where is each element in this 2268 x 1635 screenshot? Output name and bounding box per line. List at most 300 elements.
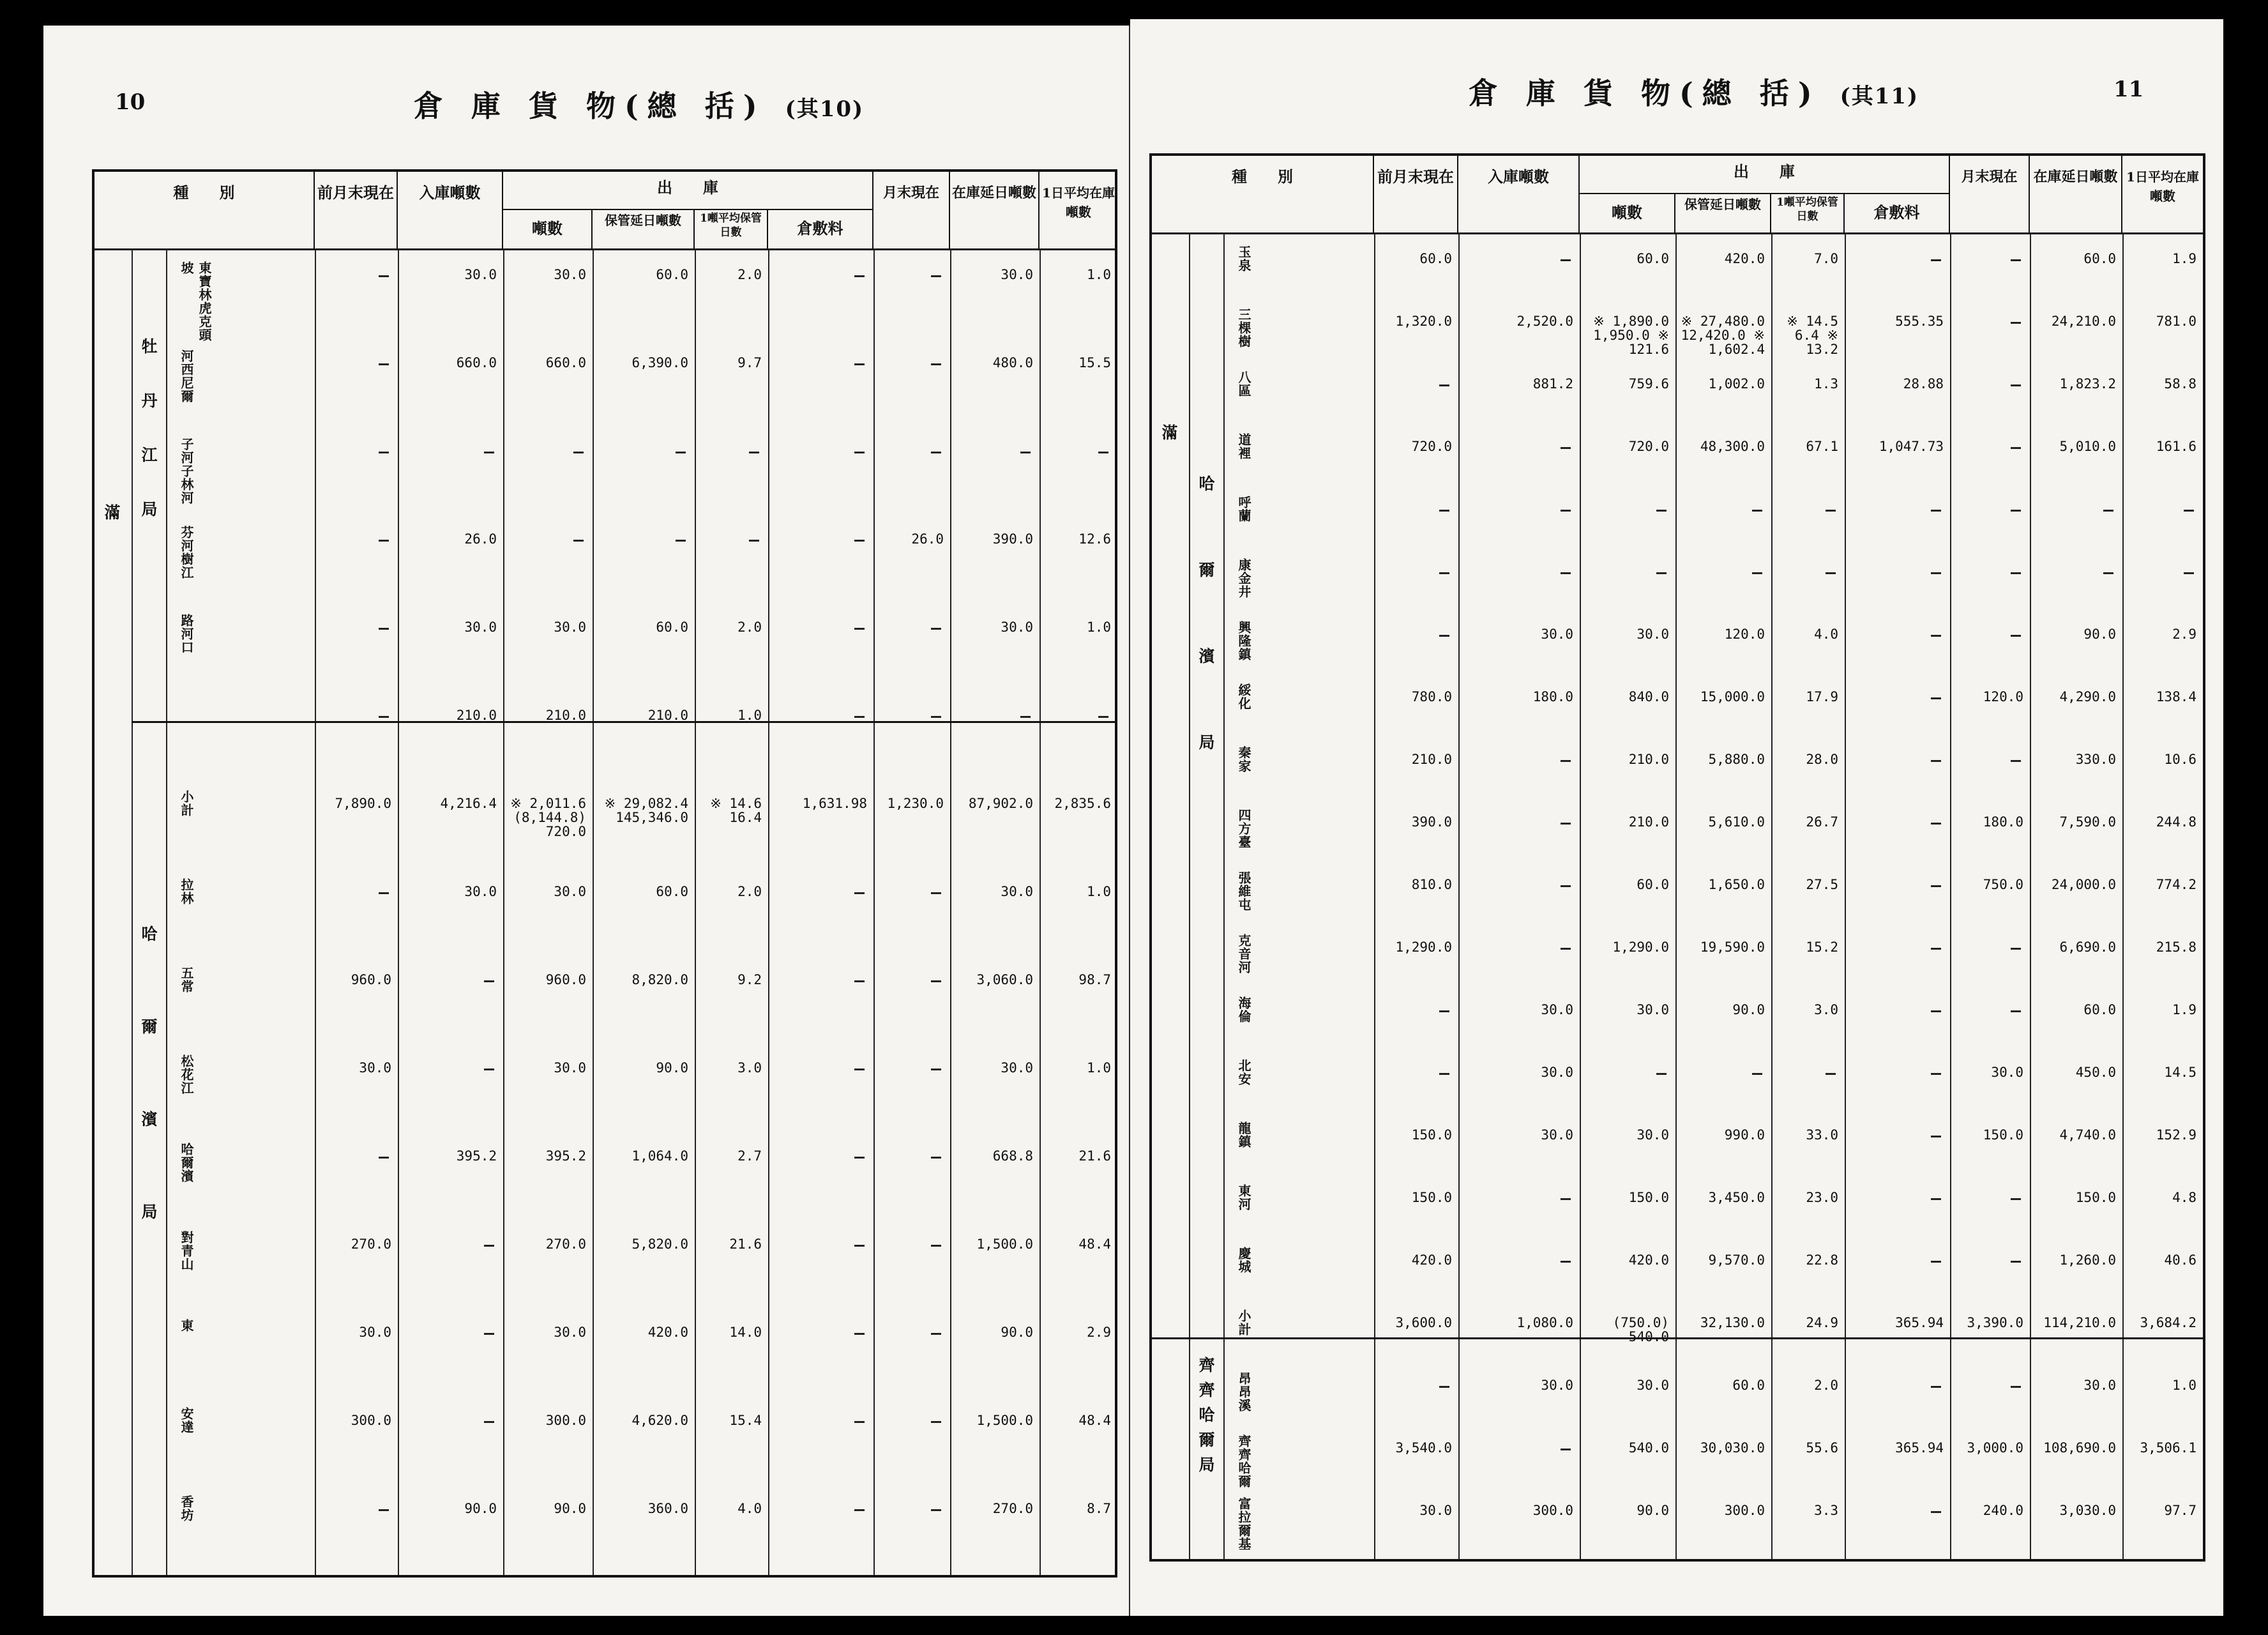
empty-dash [1752, 1073, 1762, 1075]
station-name: 克音河 [1236, 934, 1251, 974]
header-out-storage-days: 保管延日噸數 [593, 210, 695, 248]
empty-dash [854, 1157, 865, 1159]
cell-out: 300.0 [545, 1413, 586, 1428]
cell-avg: 55.6 [1806, 1440, 1838, 1456]
empty-dash [2011, 510, 2021, 512]
cell-daily: 1.0 [1087, 267, 1111, 282]
cell-out: 30.0 [554, 884, 586, 899]
cell-daily: 152.9 [2156, 1127, 2196, 1143]
header-incoming: 入庫噸數 [398, 172, 503, 248]
cell-stock: 390.0 [992, 531, 1033, 547]
col-divider [2030, 232, 2031, 1559]
cell-days: 30,030.0 [1700, 1440, 1765, 1456]
cell-out: 840.0 [1628, 689, 1669, 704]
cell-in: 30.0 [1541, 1002, 1573, 1017]
cell-stock: 270.0 [992, 1501, 1033, 1516]
cell-days: 1,064.0 [631, 1148, 688, 1164]
empty-dash [1931, 510, 1941, 512]
station-name: 五常 [179, 966, 194, 993]
station-name: 張維屯 [1236, 871, 1251, 911]
cell-end: 26.0 [911, 531, 944, 547]
empty-dash [1931, 697, 1941, 699]
cell-daily: 58.8 [2164, 376, 2196, 392]
cell-days: 300.0 [1724, 1503, 1765, 1518]
cell-days: 8,820.0 [631, 972, 688, 987]
header-daily-avg: 1日平均在庫噸數 [2126, 169, 2199, 204]
title-text: 倉 庫 貨 物(總 括) [414, 89, 766, 123]
cell-daily: 215.8 [2156, 939, 2196, 955]
cell-daily: 40.6 [2164, 1252, 2196, 1268]
header-month-end: 月末現在 [873, 172, 950, 248]
col-divider [695, 248, 696, 1575]
station-name: 松花江 [179, 1054, 194, 1095]
empty-dash [379, 892, 389, 894]
station-name: 小計 [1236, 1309, 1251, 1336]
cell-days: 15,000.0 [1700, 689, 1765, 704]
header-out-tons: 噸數 [503, 210, 593, 248]
header-category: 種 別 [94, 172, 315, 248]
empty-dash [1561, 259, 1571, 261]
cell-out: 420.0 [1628, 1252, 1669, 1268]
cell-stock: 1,500.0 [976, 1236, 1033, 1252]
col-divider [1223, 232, 1225, 1559]
cell-stock: 450.0 [2075, 1065, 2116, 1080]
cell-in: 30.0 [1541, 1127, 1573, 1143]
cell-avg: 1.3 [1814, 376, 1838, 392]
empty-dash [2011, 447, 2021, 449]
cell-stock: 3,060.0 [976, 972, 1033, 987]
station-name: 拉林 [179, 878, 194, 905]
cell-stock: 24,000.0 [2051, 877, 2116, 892]
empty-dash [379, 540, 389, 542]
cell-end: 240.0 [1983, 1503, 2023, 1518]
empty-dash [931, 1068, 941, 1070]
cell-prev: 30.0 [359, 1325, 391, 1340]
col-divider [1189, 232, 1190, 1559]
cell-end: 3,390.0 [1967, 1315, 2023, 1330]
cell-prev: 60.0 [1419, 251, 1452, 266]
empty-dash [1752, 510, 1762, 512]
cell-stock: 60.0 [2083, 251, 2116, 266]
cell-end: 750.0 [1983, 877, 2023, 892]
cell-days: 60.0 [1732, 1378, 1765, 1393]
empty-dash [1020, 716, 1031, 718]
empty-dash [1439, 510, 1449, 512]
cell-fee: 365.94 [1895, 1315, 1944, 1330]
cell-prev: 270.0 [351, 1236, 391, 1252]
cell-avg: 9.7 [737, 355, 762, 370]
empty-dash [1561, 1261, 1571, 1263]
empty-dash [2011, 635, 2021, 637]
cell-avg: 17.9 [1806, 689, 1838, 704]
empty-dash [854, 1068, 865, 1070]
empty-dash [854, 275, 865, 277]
cell-daily: 8.7 [1087, 1501, 1111, 1516]
empty-dash [1931, 1198, 1941, 1200]
empty-dash [2011, 948, 2021, 950]
empty-dash [931, 275, 941, 277]
empty-dash [1931, 635, 1941, 637]
cell-prev: 3,540.0 [1395, 1440, 1452, 1456]
col-divider [768, 248, 769, 1575]
cell-avg: 2.0 [737, 267, 762, 282]
cell-days: 420.0 [647, 1325, 688, 1340]
cell-fee: 1,047.73 [1879, 439, 1944, 454]
empty-dash [931, 716, 941, 718]
station-name: 富拉爾基 [1236, 1497, 1251, 1551]
cell-prev: 810.0 [1411, 877, 1452, 892]
station-name: 慶城 [1236, 1247, 1251, 1274]
page-number: 10 [115, 89, 146, 115]
empty-dash [931, 452, 941, 453]
empty-dash [484, 1333, 494, 1335]
cell-out: 395.2 [545, 1148, 586, 1164]
empty-dash [1931, 572, 1941, 574]
cell-avg: 22.8 [1806, 1252, 1838, 1268]
empty-dash [1561, 572, 1571, 574]
cell-end: 3,000.0 [1967, 1440, 2023, 1456]
col-divider [1040, 248, 1041, 1575]
cell-days: 6,390.0 [631, 355, 688, 370]
cell-stock: 114,210.0 [2043, 1315, 2116, 1330]
cell-avg: 3.3 [1814, 1503, 1838, 1518]
empty-dash [1439, 1073, 1449, 1075]
cell-stock: 30.0 [1001, 267, 1033, 282]
cell-out: 150.0 [1628, 1190, 1669, 1205]
cell-days: 90.0 [656, 1060, 688, 1076]
cargo-table [1149, 153, 2205, 1562]
page-title [1469, 70, 1919, 112]
cell-in: 210.0 [456, 708, 497, 723]
cell-out: 60.0 [1637, 251, 1669, 266]
header-month-end: 月末現在 [1950, 156, 2030, 232]
cell-avg: 33.0 [1806, 1127, 1838, 1143]
station-name: 東寶林虎克頭坡 [179, 261, 212, 342]
cell-daily: 97.7 [2164, 1503, 2196, 1518]
station-name: 齊齊哈爾 [1236, 1434, 1251, 1488]
station-name: 河西尼爾 [179, 349, 194, 403]
cell-prev: 1,320.0 [1395, 314, 1452, 329]
empty-dash [1098, 452, 1108, 453]
station-name: 呼蘭 [1236, 496, 1251, 522]
station-name: 小計 [179, 790, 194, 817]
empty-dash [573, 540, 584, 542]
cell-days: 360.0 [647, 1501, 688, 1516]
header-fee: 倉敷料 [1845, 194, 1950, 232]
empty-dash [1561, 885, 1571, 887]
empty-dash [931, 1333, 941, 1335]
cell-days: 60.0 [656, 884, 688, 899]
station-name: 秦家 [1236, 746, 1251, 773]
empty-dash [1826, 1073, 1836, 1075]
cell-out: 210.0 [1628, 814, 1669, 830]
cell-days: 990.0 [1724, 1127, 1765, 1143]
cell-stock: 108,690.0 [2043, 1440, 2116, 1456]
cell-out: 30.0 [1637, 1378, 1669, 1393]
empty-dash [1561, 948, 1571, 950]
cell-out: 1,290.0 [1612, 939, 1669, 955]
empty-dash [1561, 1449, 1571, 1450]
header-prev-month: 前月末現在 [315, 172, 398, 248]
col-divider [873, 248, 875, 1575]
empty-dash [2011, 259, 2021, 261]
cell-avg: 4.0 [1814, 627, 1838, 642]
cell-days: ※ 27,480.0 12,420.0 ※ 1,602.4 [1681, 314, 1765, 357]
cell-fee: 28.88 [1903, 376, 1944, 392]
station-name: 三棵樹 [1236, 308, 1251, 348]
empty-dash [1561, 1198, 1571, 1200]
cell-stock: 1,500.0 [976, 1413, 1033, 1428]
empty-dash [379, 1509, 389, 1511]
cell-days: 1,002.0 [1708, 376, 1765, 392]
empty-dash [854, 1421, 865, 1423]
cell-in: 180.0 [1532, 689, 1573, 704]
empty-dash [854, 452, 865, 453]
cell-stock: 3,030.0 [2059, 1503, 2116, 1518]
cell-daily: 21.6 [1078, 1148, 1111, 1164]
cell-out: 540.0 [1628, 1440, 1669, 1456]
empty-dash [484, 1245, 494, 1247]
cell-avg: 28.0 [1806, 752, 1838, 767]
cell-out: 660.0 [545, 355, 586, 370]
empty-dash [2011, 760, 2021, 762]
header-daily-avg: 1日平均在庫噸數 [1042, 185, 1115, 220]
cell-avg: 2.0 [737, 884, 762, 899]
col-divider [1374, 232, 1375, 1559]
cell-daily: 98.7 [1078, 972, 1111, 987]
empty-dash [2011, 1198, 2021, 1200]
header-category: 種 別 [1152, 156, 1374, 232]
empty-dash [854, 892, 865, 894]
cell-daily: 1.9 [2172, 1002, 2196, 1017]
header-out-avg-days: 1噸平均保管日數 [1771, 194, 1845, 232]
cell-out: 90.0 [554, 1501, 586, 1516]
col-divider [593, 248, 594, 1575]
empty-dash [1931, 1073, 1941, 1075]
empty-dash [1439, 1010, 1449, 1012]
empty-dash [1561, 823, 1571, 825]
empty-dash [2011, 322, 2021, 324]
cell-out: 960.0 [545, 972, 586, 987]
empty-dash [1931, 259, 1941, 261]
cell-stock: 30.0 [1001, 1060, 1033, 1076]
cell-fee: 1,631.98 [802, 796, 867, 811]
empty-dash [931, 628, 941, 630]
cell-prev: 1,290.0 [1395, 939, 1452, 955]
cell-days: 48,300.0 [1700, 439, 1765, 454]
page-title [414, 83, 864, 125]
table-header [1152, 156, 2203, 234]
empty-dash [484, 980, 494, 982]
cell-out: ※ 1,890.0 1,950.0 ※ 121.6 [1593, 314, 1669, 357]
station-name: 對青山 [179, 1231, 194, 1271]
cell-stock: 30.0 [1001, 620, 1033, 635]
station-name: 北安 [1236, 1059, 1251, 1086]
empty-dash [2103, 510, 2113, 512]
cell-avg: 9.2 [737, 972, 762, 987]
cell-avg: 67.1 [1806, 439, 1838, 454]
col-divider [1845, 232, 1846, 1559]
cell-out: 60.0 [1637, 877, 1669, 892]
empty-dash [931, 1245, 941, 1247]
cell-daily: 10.6 [2164, 752, 2196, 767]
empty-dash [1098, 716, 1108, 718]
cell-prev: 7,890.0 [335, 796, 391, 811]
empty-dash [1931, 948, 1941, 950]
cell-avg: 3.0 [1814, 1002, 1838, 1017]
empty-dash [1752, 572, 1762, 574]
empty-dash [1439, 635, 1449, 637]
title-sub: (其11) [1840, 84, 1919, 109]
empty-dash [1931, 1136, 1941, 1137]
cell-out: 30.0 [1637, 627, 1669, 642]
header-outgoing: 出 庫 [503, 172, 873, 210]
cell-stock: 1,823.2 [2059, 376, 2116, 392]
empty-dash [1561, 510, 1571, 512]
station-name: 路河口 [179, 614, 194, 654]
cell-prev: 780.0 [1411, 689, 1452, 704]
cell-avg: 2.0 [1814, 1378, 1838, 1393]
header-stock-days: 在庫延日噸數 [950, 172, 1040, 248]
empty-dash [1020, 452, 1031, 453]
cell-days: 60.0 [656, 267, 688, 282]
cell-daily: 15.5 [1078, 355, 1111, 370]
cell-prev: 210.0 [1411, 752, 1452, 767]
cell-out: 210.0 [1628, 752, 1669, 767]
cell-daily: 1.0 [2172, 1378, 2196, 1393]
cell-daily: 138.4 [2156, 689, 2196, 704]
cell-avg: 2.7 [737, 1148, 762, 1164]
cell-prev: 30.0 [1419, 1503, 1452, 1518]
bureau-label: 哈爾濱局 [1197, 475, 1215, 820]
cell-daily: 3,684.2 [2140, 1315, 2196, 1330]
cell-avg: 3.0 [737, 1060, 762, 1076]
region-label: 滿 [1160, 424, 1178, 441]
cell-in: 30.0 [464, 884, 497, 899]
cell-in: 1,080.0 [1516, 1315, 1573, 1330]
cell-in: 30.0 [464, 267, 497, 282]
cell-prev: 150.0 [1411, 1190, 1452, 1205]
cell-days: 5,610.0 [1708, 814, 1765, 830]
cell-stock: 4,290.0 [2059, 689, 2116, 704]
col-divider [398, 248, 399, 1575]
station-name: 哈爾濱 [179, 1143, 194, 1183]
empty-dash [1826, 510, 1836, 512]
cell-out: 30.0 [1637, 1127, 1669, 1143]
empty-dash [1931, 1386, 1941, 1388]
cell-out: 30.0 [554, 267, 586, 282]
empty-dash [2011, 384, 2021, 386]
col-divider [1950, 232, 1951, 1559]
cell-stock: 150.0 [2075, 1190, 2116, 1205]
section-separator [1152, 1337, 2203, 1339]
empty-dash [1439, 572, 1449, 574]
cell-days: 60.0 [656, 620, 688, 635]
left-page [43, 26, 1129, 1616]
bureau-label: 齊齊哈爾局 [1197, 1357, 1215, 1481]
empty-dash [931, 1157, 941, 1159]
empty-dash [2011, 1010, 2021, 1012]
station-name: 道裡 [1236, 433, 1251, 460]
cell-stock: 330.0 [2075, 752, 2116, 767]
cell-daily: 1.9 [2172, 251, 2196, 266]
cell-daily: 2.9 [1087, 1325, 1111, 1340]
cell-stock: 90.0 [2083, 627, 2116, 642]
empty-dash [1931, 1261, 1941, 1263]
empty-dash [854, 540, 865, 542]
header-stock-days: 在庫延日噸數 [2030, 156, 2122, 232]
empty-dash [1656, 1073, 1667, 1075]
station-name: 康金井 [1236, 558, 1251, 598]
cell-in: 26.0 [464, 531, 497, 547]
empty-dash [379, 363, 389, 365]
cell-days: 1,650.0 [1708, 877, 1765, 892]
col-divider [950, 248, 951, 1575]
station-name: 東河 [1236, 1184, 1251, 1211]
empty-dash [854, 628, 865, 630]
cell-daily: 161.6 [2156, 439, 2196, 454]
col-divider [1771, 232, 1773, 1559]
cell-days: 120.0 [1724, 627, 1765, 642]
cell-prev: 300.0 [351, 1413, 391, 1428]
header-incoming: 入庫噸數 [1458, 156, 1580, 232]
empty-dash [676, 452, 686, 453]
cell-avg: 27.5 [1806, 877, 1838, 892]
cell-prev: 3,600.0 [1395, 1315, 1452, 1330]
empty-dash [1561, 760, 1571, 762]
empty-dash [931, 980, 941, 982]
cell-out: 30.0 [554, 1325, 586, 1340]
cell-daily: 48.4 [1078, 1413, 1111, 1428]
cell-out: 720.0 [1628, 439, 1669, 454]
cell-days: 5,820.0 [631, 1236, 688, 1252]
cell-avg: 7.0 [1814, 251, 1838, 266]
empty-dash [1931, 760, 1941, 762]
empty-dash [854, 1509, 865, 1511]
cell-in: 660.0 [456, 355, 497, 370]
cell-days: 3,450.0 [1708, 1190, 1765, 1205]
cell-prev: 720.0 [1411, 439, 1452, 454]
cell-in: 300.0 [1532, 1503, 1573, 1518]
empty-dash [1931, 1010, 1941, 1012]
cell-daily: 48.4 [1078, 1236, 1111, 1252]
empty-dash [854, 1333, 865, 1335]
cell-days: 4,620.0 [631, 1413, 688, 1428]
cell-days: 32,130.0 [1700, 1315, 1765, 1330]
col-divider [166, 248, 167, 1575]
header-prev-month: 前月末現在 [1374, 156, 1458, 232]
right-page [1130, 19, 2223, 1616]
empty-dash [484, 1068, 494, 1070]
cell-stock: 90.0 [1001, 1325, 1033, 1340]
cell-avg: 14.0 [729, 1325, 762, 1340]
empty-dash [931, 363, 941, 365]
header-fee: 倉敷料 [768, 210, 873, 248]
col-divider [132, 248, 133, 1575]
bureau-label: 哈爾濱局 [139, 925, 158, 1296]
cell-stock: 4,740.0 [2059, 1127, 2116, 1143]
cell-days: 90.0 [1732, 1002, 1765, 1017]
empty-dash [931, 1509, 941, 1511]
empty-dash [1931, 885, 1941, 887]
cell-avg: 24.9 [1806, 1315, 1838, 1330]
empty-dash [379, 275, 389, 277]
empty-dash [484, 1421, 494, 1423]
cell-stock: 5,010.0 [2059, 439, 2116, 454]
header-outgoing: 出 庫 [1580, 156, 1950, 194]
station-name: 安達 [179, 1407, 194, 1434]
cell-avg: ※ 14.5 6.4 ※ 13.2 [1787, 314, 1838, 357]
